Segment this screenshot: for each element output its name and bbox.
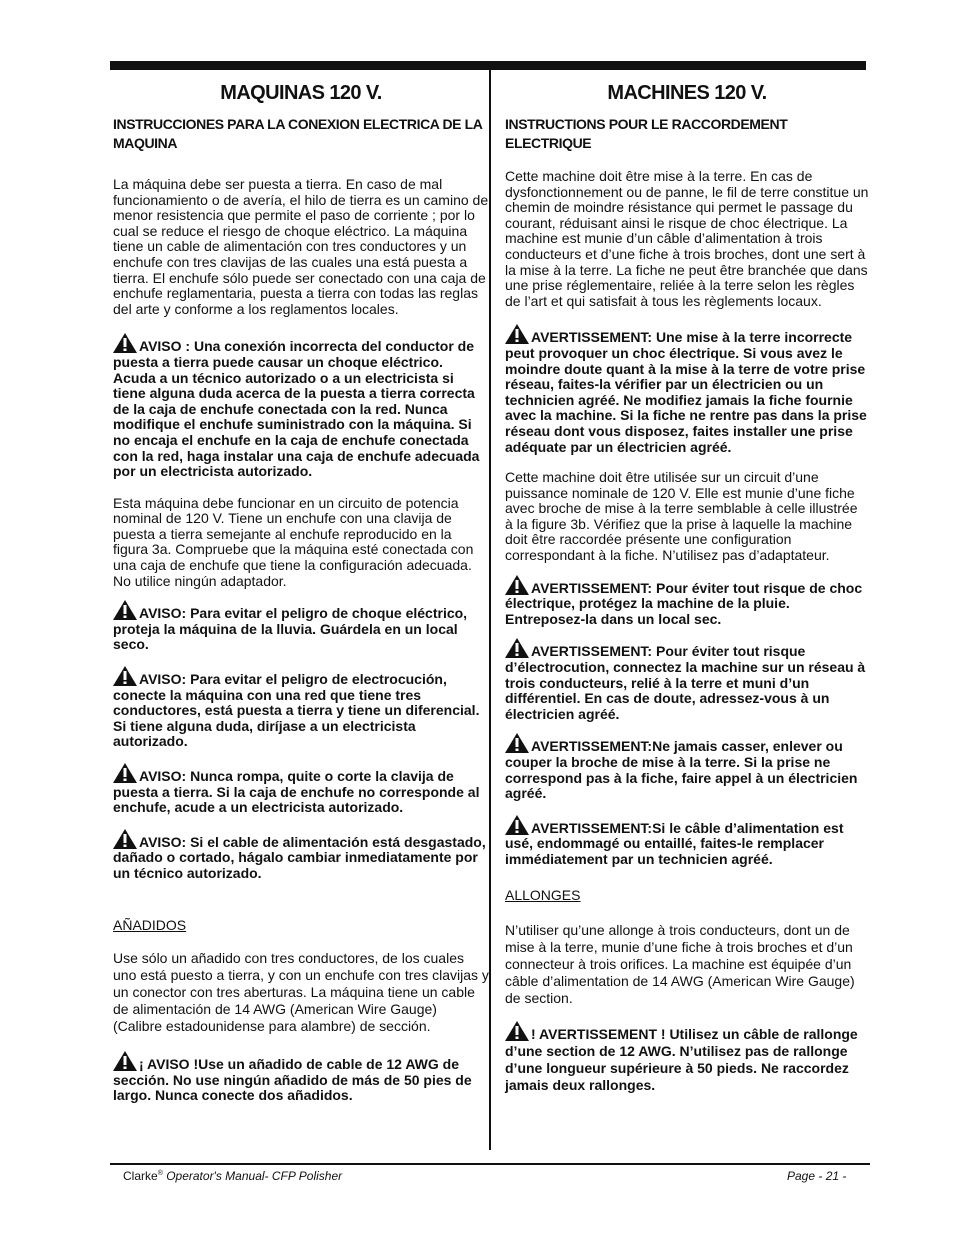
warning-5: AVISO: Si el cable de alimentación está desgastado, dañado o cortado, hágalo cambiar inmediatamente por un técnico autorizado. <box>113 829 489 882</box>
footer-rule <box>110 1163 870 1165</box>
warning-icon <box>505 575 529 595</box>
page-number: Page - 21 - <box>787 1169 847 1183</box>
spanish-column <box>113 82 489 1104</box>
warning-4: AVISO: Nunca rompa, quite o corte la clavija de puesta a tierra. Si la caja de enchufe no corresponde al enchufe, acude a un electricista autorizado. <box>113 763 489 816</box>
subheading-french: INSTRUCTIONS POUR LE RACCORDEMENT ELECTRIQUE <box>505 116 788 151</box>
footer-manual-name: Operator's Manual- CFP Polisher <box>166 1169 343 1183</box>
warning-icon <box>113 333 137 353</box>
warning-3: AVERTISSEMENT: Pour éviter tout risque d’électrocution, connectez la machine sur un réseau à trois conducteurs, relié à la terre et muni d’un différentiel. En cas de doute, adressez-vous à un électricien agréé. <box>505 638 869 722</box>
warning-icon <box>505 815 529 835</box>
warning-icon <box>113 829 137 849</box>
warning-6: ! AVERTISSEMENT ! Utilisez un câble de rallonge d’une section de 12 AWG. N’utilisez pas de rallonge d’une longueur supérieure à 50 pieds. Ne raccordez jamais deux rallonges. <box>505 1021 869 1094</box>
warning-icon <box>113 763 137 783</box>
top-rule <box>110 61 866 70</box>
warning-icon <box>505 638 529 658</box>
warning-2: AVISO: Para evitar el peligro de choque eléctrico, proteja la máquina de la lluvia. Guárdela en un local seco. <box>113 600 489 653</box>
page-title-french: MACHINES 120 V. <box>607 82 767 104</box>
warning-6: ¡ AVISO !Use un añadido de cable de 12 AWG de sección. No use ningún añadido de más de 50 pies de largo. Nunca conecte dos añadidos. <box>113 1051 489 1104</box>
french-column <box>505 82 869 1094</box>
footer-manual-title <box>123 1169 342 1183</box>
warning-5: AVERTISSEMENT:Si le câble d’alimentation est usé, endommagé ou entaillé, faites-le remplacer immédiatement par un technicien agréé. <box>505 815 869 868</box>
registered-mark: ® <box>157 1170 163 1177</box>
warning-icon <box>505 1021 529 1041</box>
warning-1: AVISO : Una conexión incorrecta del conductor de puesta a tierra puede causar un choque eléctrico. Acuda a un técnico autorizado o a un electricista si tiene alguna duda acerca de la puesta a tierra correcta de la caja de enchufe conectada con la red. Nunca modifique el enchufe suministrado con la máquina. Si no encaja el enchufe en la caja de enchufe conectada con la red, haga instalar una caja de enchufe adecuada por un electricista autorizado. <box>113 333 489 479</box>
intro-paragraph: Cette machine doit être mise à la terre. En cas de dysfonctionnement ou de panne, le fil de terre constitue un chemin de moindre résistance qui permet le passage du courant, réduisant ainsi le risque de choc électrique. La machine est munie d’un câble d’alimentation à trois conducteurs et d’une fiche à trois broches, dont une sert à la mise à la terre. La fiche ne peut être branchée que dans une prise réglementaire, reliée à la terre selon les règles de l’art et qui satisfait à tous les règlements locaux. <box>505 168 869 309</box>
warning-icon <box>505 733 529 753</box>
warning-2: AVERTISSEMENT: Pour éviter tout risque de choc électrique, protégez la machine de la pluie. Entreposez-la dans un local sec. <box>505 575 869 628</box>
warning-icon <box>113 666 137 686</box>
warning-1: AVERTISSEMENT: Une mise à la terre incorrecte peut provoquer un choc électrique. Si vous avez le moindre doute quant à la mise à la terre de votre prise réseau, faites-la vérifier par un électricien ou un technicien agréé. Ne modifiez jamais la fiche fournie avec la machine. Si la fiche ne rentre pas dans la prise réseau dont vous disposez, faites installer une prise adéquate par un électricien agréé. <box>505 324 869 455</box>
subheading-spanish: INSTRUCCIONES PARA LA CONEXION ELECTRICA DE LA MAQUINA <box>113 116 482 151</box>
intro-paragraph: La máquina debe ser puesta a tierra. En caso de mal funcionamiento o de avería, el hilo de tierra es un camino de menor resistencia que permite el paso de corriente ; por lo cual se reduce el riesgo de choque eléctrico. La máquina tiene un cable de alimentación con tres conductores y un enchufe con tres clavijas de las cuales una está puesta a tierra. El enchufe sólo puede ser conectado con una caja de enchufe reglamentaria, puesta a tierra con todas las reglas del arte y conforme a los reglamentos locales. <box>113 176 489 317</box>
page-title-spanish: MAQUINAS 120 V. <box>220 82 382 104</box>
footer-brand: Clarke <box>123 1169 158 1183</box>
extension-paragraph: Use sólo un añadido con tres conductores, de los cuales uno está puesto a tierra, y con un enchufe con tres clavijas y un conector con tres aberturas. La máquina tiene un cable de alimentación de 14 AWG (American Wire Gauge) (Calibre estadounidense para alambre) de sección. <box>113 950 489 1035</box>
column-divider <box>489 70 491 1150</box>
warning-3: AVISO: Para evitar el peligro de electrocución, conecte la máquina con una red que tiene tres conductores, está puesta a tierra y tiene un diferencial. Si tiene alguna duda, diríjase a un electricista autorizado. <box>113 666 489 750</box>
extension-paragraph: N’utiliser qu’une allonge à trois conducteurs, dont un de mise à la terre, munie d’une fiche à trois broches et d’un connecteur à trois orifices. La machine est équipée d’un câble d’alimentation de 14 AWG (American Wire Gauge) de section. <box>505 922 855 1007</box>
circuit-paragraph: Esta máquina debe funcionar en un circuito de potencia nominal de 120 V. Tiene un enchufe con una clavija de puesta a tierra semejante al enchufe reproducido en la figura 3a. Compruebe que la máquina esté conectada con una caja de enchufe que tiene la configuración adecuada. No utilice ningún adaptador. <box>113 494 474 589</box>
circuit-paragraph: Cette machine doit être utilisée sur un circuit d’une puissance nominale de 120 V. Elle est munie d’une fiche avec broche de mise à la terre semblable à celle illustrée à la figure 3b. Vérifiez que la prise à laquelle la machine doit être raccordée présente une configuration correspondant à la fiche. N’utilisez pas d’adaptateur. <box>505 469 858 564</box>
section-heading-extensions: AÑADIDOS <box>113 916 187 933</box>
section-heading-extensions: ALLONGES <box>505 886 581 903</box>
warning-icon <box>505 324 529 344</box>
warning-icon <box>113 600 137 620</box>
warning-4: AVERTISSEMENT:Ne jamais casser, enlever ou couper la broche de mise à la terre. Si la prise ne correspond pas à la fiche, faire appel à un électricien agréé. <box>505 733 869 801</box>
warning-icon <box>113 1051 137 1071</box>
